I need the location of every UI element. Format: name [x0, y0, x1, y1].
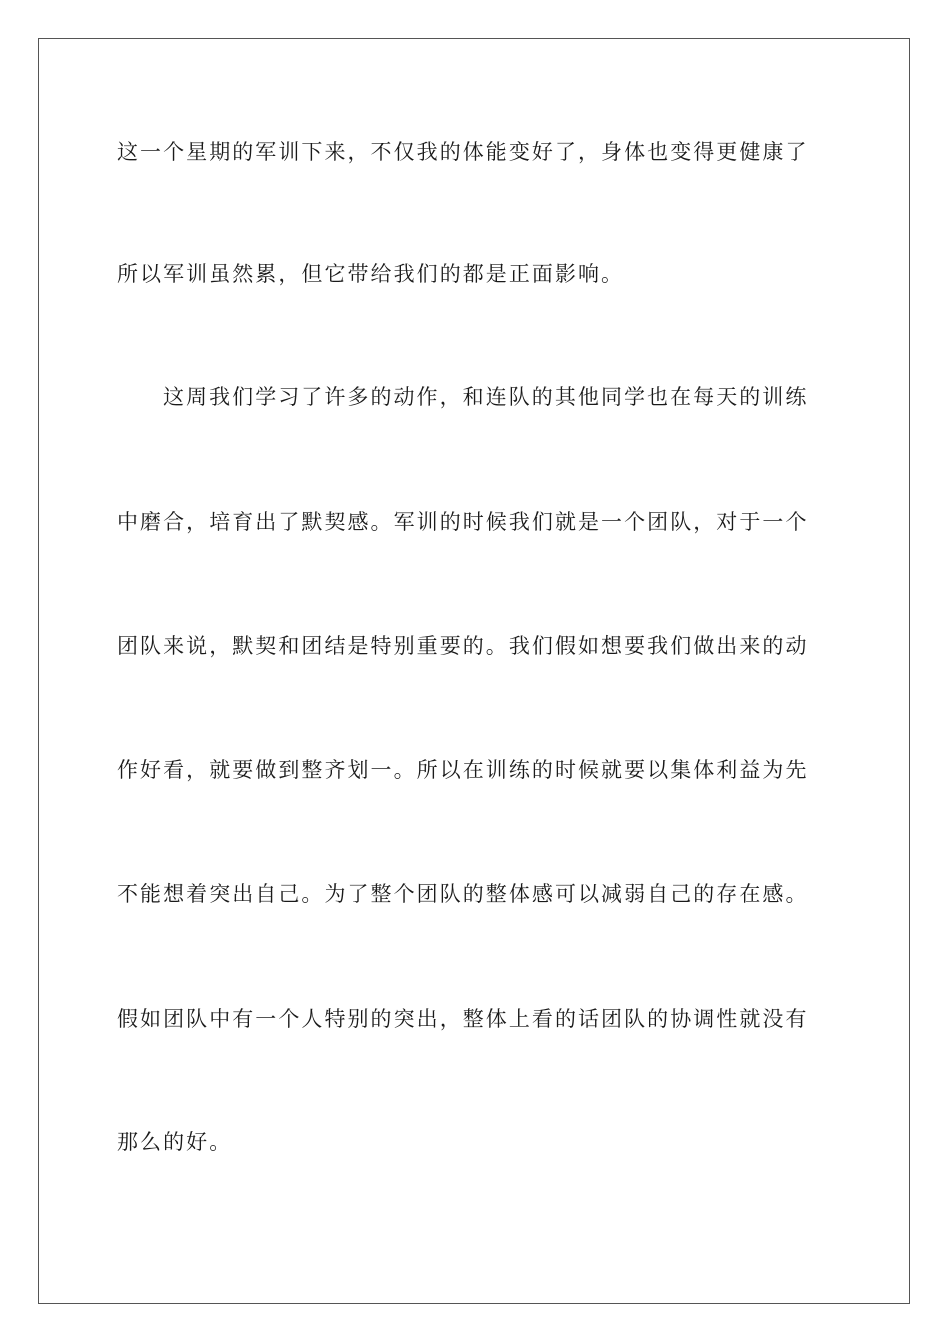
- paragraph-line-2: 所以军训虽然累，但它带给我们的都是正面影响。: [117, 262, 625, 286]
- paragraph-line-4: 中磨合，培育出了默契感。军训的时候我们就是一个团队，对于一个: [117, 510, 809, 534]
- paragraph-line-9: 那么的好。: [117, 1130, 233, 1154]
- paragraph-line-5: 团队来说，默契和团结是特别重要的。我们假如想要我们做出来的动: [117, 634, 809, 658]
- paragraph-line-6: 作好看，就要做到整齐划一。所以在训练的时候就要以集体利益为先: [117, 758, 809, 782]
- paragraph-line-7: 不能想着突出自己。为了整个团队的整体感可以减弱自己的存在感。: [117, 882, 809, 906]
- paragraph-line-3: 这周我们学习了许多的动作，和连队的其他同学也在每天的训练: [163, 385, 809, 409]
- paragraph-line-8: 假如团队中有一个人特别的突出，整体上看的话团队的协调性就没有: [117, 1007, 809, 1031]
- page-border: [38, 38, 910, 1304]
- paragraph-line-1: 这一个星期的军训下来，不仅我的体能变好了，身体也变得更健康了: [117, 140, 809, 164]
